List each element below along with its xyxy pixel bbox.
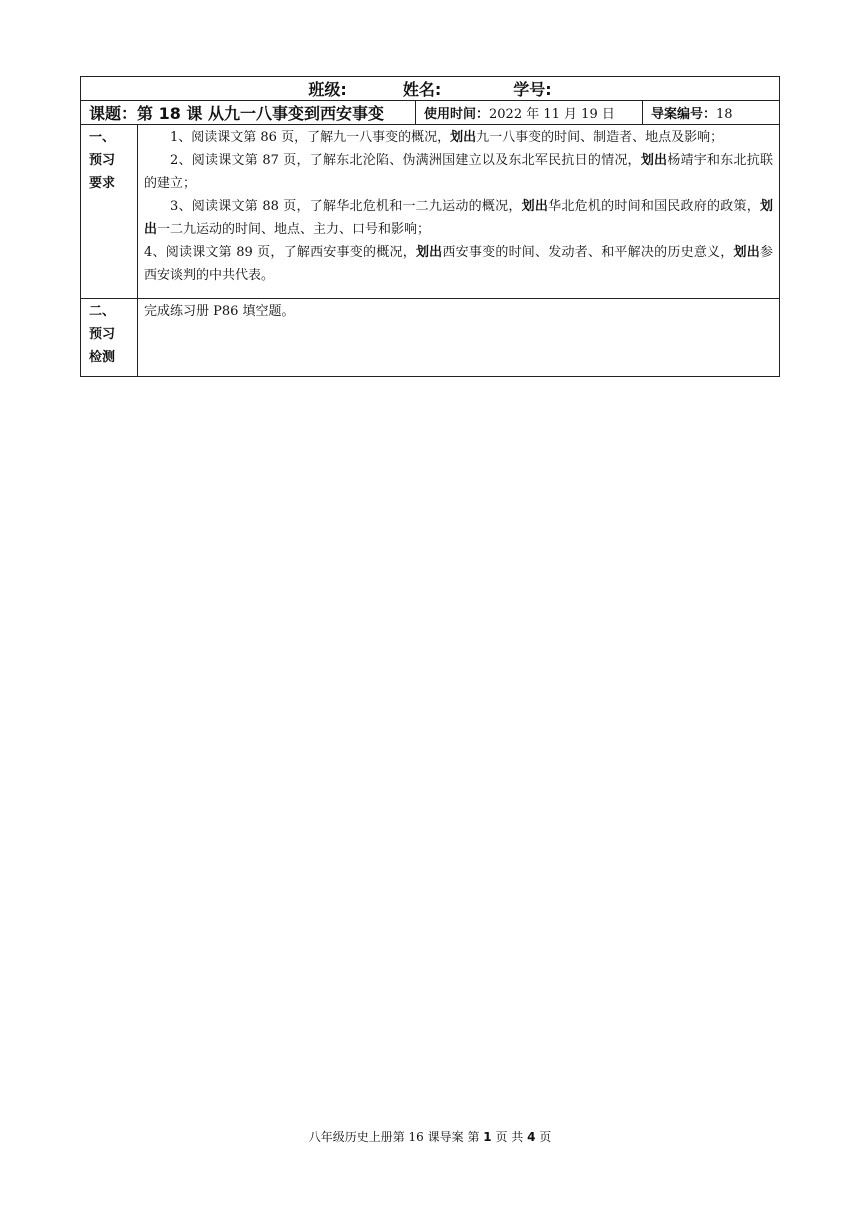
class-label: 班级: xyxy=(308,80,347,99)
section-label-line: 预习 xyxy=(89,153,116,168)
preview-check-label xyxy=(81,299,138,377)
section-label-line: 预习 xyxy=(89,327,116,342)
student-id-label: 学号: xyxy=(513,80,552,99)
study-guide-table xyxy=(80,76,780,377)
page-footer: 八年级历史上册第 16 课导案 第 1 页 共 4 页 xyxy=(308,1130,552,1144)
highlight-keyword: 划出 xyxy=(640,153,668,168)
preview-requirements-content xyxy=(138,125,780,299)
section-label-line: 检测 xyxy=(89,350,116,365)
highlight-keyword: 划出 xyxy=(733,245,760,260)
current-page-number: 1 xyxy=(483,1130,492,1144)
section-label-line: 要求 xyxy=(89,176,116,191)
highlight-keyword: 划出 xyxy=(521,199,549,214)
highlight-keyword: 划出 xyxy=(415,245,443,260)
name-label: 姓名: xyxy=(402,80,442,99)
guide-code-label: 导案编号： xyxy=(651,107,717,122)
highlight-keyword: 划出 xyxy=(144,199,774,237)
preview-requirements-label xyxy=(81,125,138,299)
requirement-item: 2、阅读课文第 87 页，了解东北沦陷、伪满洲国建立以及东北军民抗日的情况，划出杨靖宇和东北抗联的建立； xyxy=(144,153,774,191)
topic-row xyxy=(81,101,780,125)
section-label-line: 一、 xyxy=(89,130,116,145)
student-info-cell xyxy=(81,77,780,101)
highlight-keyword: 划出 xyxy=(450,130,477,145)
usage-date-value: 2022 年 11 月 19 日 xyxy=(489,107,615,122)
preview-requirements-row xyxy=(81,125,780,299)
guide-code-cell xyxy=(643,101,780,125)
guide-code-value: 18 xyxy=(716,107,733,122)
lesson-title: 课题：第 18 课 从九一八事变到西安事变 xyxy=(81,101,416,125)
usage-date-label: 使用时间： xyxy=(424,107,490,122)
student-info-row xyxy=(81,77,780,101)
requirement-item: 4、阅读课文第 89 页，了解西安事变的概况，划出西安事变的时间、发动者、和平解决的历史意义，划出参西安谈判的中共代表。 xyxy=(144,245,774,283)
requirement-item: 1、阅读课文第 86 页，了解九一八事变的概况，划出九一八事变的时间、制造者、地点及影响； xyxy=(170,130,724,145)
preview-check-row xyxy=(81,299,780,377)
preview-check-content: 完成练习册 P86 填空题。 xyxy=(138,299,780,377)
requirement-item: 3、阅读课文第 88 页，了解华北危机和一二九运动的概况，划出华北危机的时间和国民政府的政策，划出一二九运动的时间、地点、主力、口号和影响； xyxy=(144,199,774,237)
usage-date-cell xyxy=(416,101,643,125)
section-label-line: 二、 xyxy=(89,304,116,319)
total-page-count: 4 xyxy=(527,1130,536,1144)
